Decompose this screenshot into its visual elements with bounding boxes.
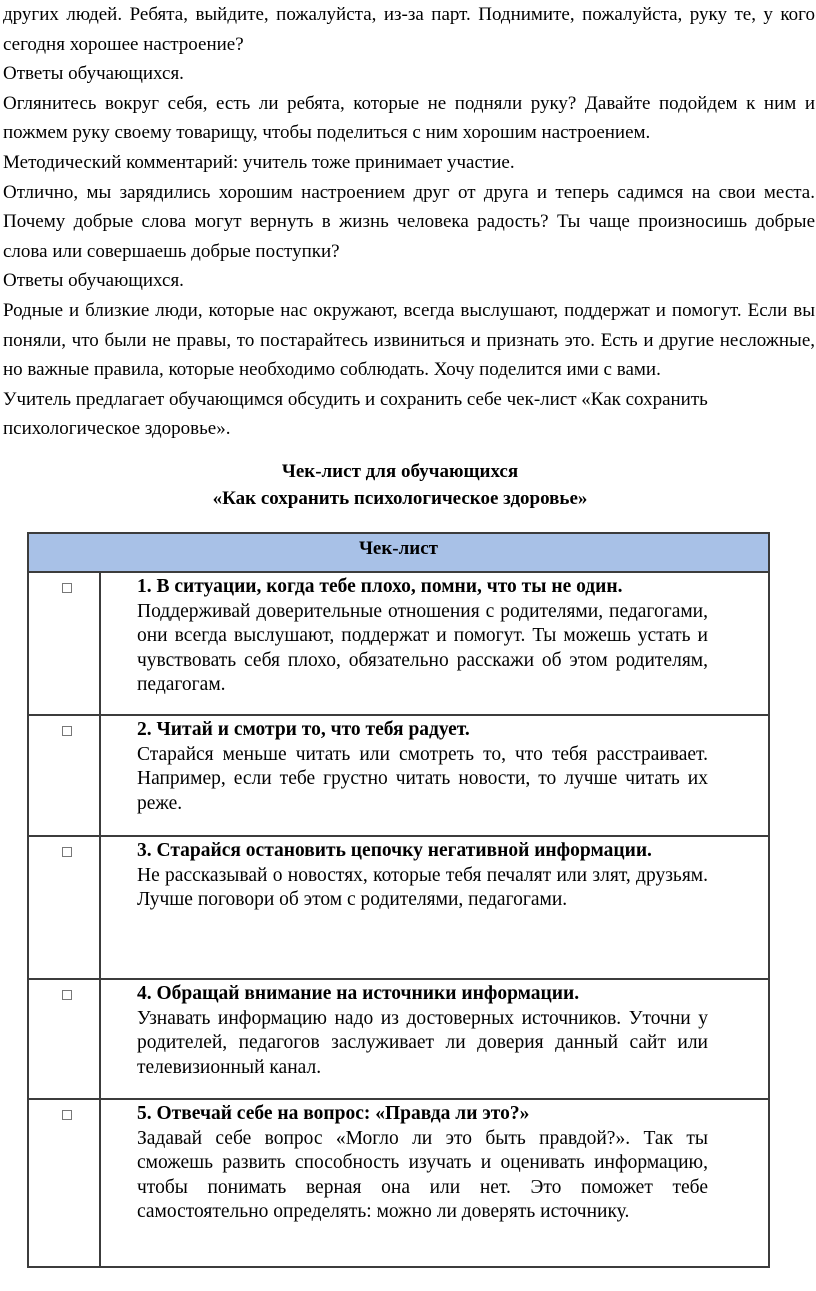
checklist-table: [27, 532, 770, 1268]
checklist-header: Чек-лист: [29, 534, 768, 573]
checkbox-cell: [29, 980, 101, 1098]
checklist-item-text: [101, 837, 768, 978]
checklist-item-title: 2. Читай и смотри то, что тебя радует.: [137, 719, 470, 740]
intro-text: [3, 0, 815, 444]
checklist-row: [29, 716, 768, 837]
checklist-item-body: Не рассказывай о новостях, которые тебя печалят или злят, друзьям. Лучше поговори об этом с родителями, педагогами.: [137, 864, 708, 910]
checklist-row: [29, 837, 768, 980]
checkbox-cell: [29, 716, 101, 835]
checkbox-icon[interactable]: [62, 847, 72, 857]
checkbox-cell: [29, 837, 101, 978]
checklist-item-text: [101, 1100, 768, 1266]
checklist-title-line1: Чек-лист для обучающихся: [281, 461, 519, 482]
checklist-item-title: 4. Обращай внимание на источники информации.: [137, 983, 580, 1004]
checkbox-icon[interactable]: [62, 1110, 72, 1120]
checklist-item-body: Узнавать информацию надо из достоверных источников. Уточни у родителей, педагогов заслуживает ли доверия данный сайт или телевизионный канал.: [137, 1007, 708, 1078]
checkbox-cell: [29, 1100, 101, 1266]
checklist-item-text: [101, 573, 768, 714]
intro-paragraph: Методический комментарий: учитель тоже принимает участие.: [3, 151, 515, 173]
checklist-title: [0, 458, 800, 512]
intro-paragraph: Учитель предлагает обучающимся обсудить и сохранить себе чек-лист «Как сохранить психологическое здоровье».: [3, 388, 708, 440]
checkbox-icon[interactable]: [62, 583, 72, 593]
checkbox-icon[interactable]: [62, 990, 72, 1000]
checklist-row: [29, 980, 768, 1100]
checklist-item-text: [101, 980, 768, 1098]
intro-paragraph: Оглянитесь вокруг себя, есть ли ребята, которые не подняли руку? Давайте подойдем к ним и пожмем руку своему товарищу, чтобы поделиться с ним хорошим настроением.: [3, 92, 815, 144]
intro-paragraph: Отлично, мы зарядились хорошим настроением друг от друга и теперь садимся на свои места. Почему добрые слова могут вернуть в жизнь человека радость? Ты чаще произносишь добрые слова или совершаешь добрые поступки?: [3, 181, 815, 262]
checklist-row: [29, 573, 768, 716]
intro-paragraph: Ответы обучающихся.: [3, 63, 184, 85]
intro-paragraph: других людей. Ребята, выйдите, пожалуйста, из-за парт. Поднимите, пожалуйста, руку те, у кого сегодня хорошее настроение?: [3, 4, 815, 55]
checkbox-cell: [29, 573, 101, 714]
checklist-title-line2: «Как сохранить психологическое здоровье»: [212, 488, 588, 509]
checkbox-icon[interactable]: [62, 726, 72, 736]
checklist-row: [29, 1100, 768, 1266]
checklist-item-title: 1. В ситуации, когда тебе плохо, помни, что ты не один.: [137, 576, 623, 597]
checklist-item-title: 5. Отвечай себе на вопрос: «Правда ли это?»: [137, 1103, 530, 1124]
checklist-item-text: [101, 716, 768, 835]
checklist-item-title: 3. Старайся остановить цепочку негативной информации.: [137, 840, 652, 861]
checklist-item-body: Задавай себе вопрос «Могло ли это быть правдой?». Так ты сможешь развить способность изучать и оценивать информацию, чтобы понимать верная она или нет. Это поможет тебе самостоятельно определять: можно ли доверять источнику.: [137, 1127, 708, 1222]
checklist-item-body: Поддерживай доверительные отношения с родителями, педагогами, они всегда выслушают, поддержат и помогут. Ты можешь устать и чувствовать себя плохо, обязательно расскажи об этом родителям, педагогам.: [137, 600, 708, 695]
checklist-item-body: Старайся меньше читать или смотреть то, что тебя расстраивает. Например, если тебе грустно читать новости, то лучше читать их реже.: [137, 743, 708, 814]
intro-paragraph: Родные и близкие люди, которые нас окружают, всегда выслушают, поддержат и помогут. Если вы поняли, что были не правы, то постарайтесь извиниться и признать это. Есть и другие несложные, но важные правила, которые необходимо соблюдать. Хочу поделится ими с вами.: [3, 299, 815, 381]
intro-paragraph: Ответы обучающихся.: [3, 270, 184, 292]
